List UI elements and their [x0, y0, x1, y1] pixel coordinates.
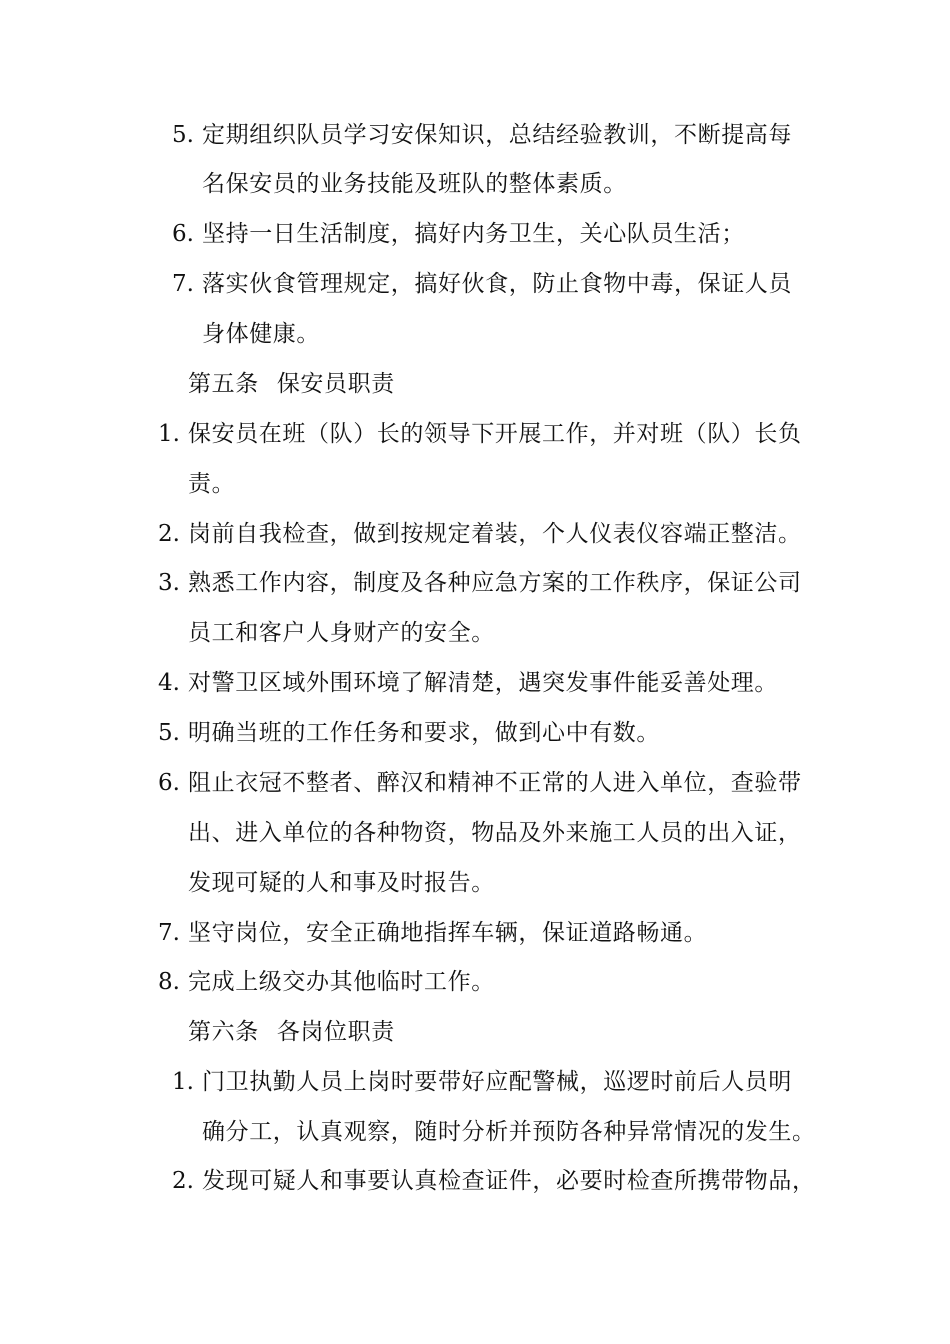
article-heading — [188, 369, 395, 399]
list-item-text: 出、进入单位的各种物资，物品及外来施工人员的出入证， — [188, 820, 802, 846]
list-item-text: 坚守岗位，安全正确地指挥车辆，保证道路畅通。 — [188, 920, 708, 946]
list-number: 1. — [158, 421, 180, 447]
list-number: 4. — [158, 670, 180, 696]
list-number: 2. — [158, 521, 180, 547]
list-item-text: 完成上级交办其他临时工作。 — [188, 969, 495, 995]
list-number: 6. — [158, 770, 180, 796]
list-item-text: 员工和客户人身财产的安全。 — [188, 620, 495, 646]
list-item-text: 定期组织队员学习安保知识，总结经验教训，不断提高每 — [202, 122, 792, 148]
list-item-text: 落实伙食管理规定，搞好伙食，防止食物中毒，保证人员 — [202, 271, 792, 297]
list-item-text: 阻止衣冠不整者、醉汉和精神不正常的人进入单位，查验带 — [188, 770, 802, 796]
list-item-text: 对警卫区域外围环境了解清楚，遇突发事件能妥善处理。 — [188, 670, 778, 696]
list-number: 3. — [158, 570, 180, 596]
list-item-text: 坚持一日生活制度，搞好内务卫生，关心队员生活； — [202, 221, 745, 247]
list-number: 1. — [172, 1069, 194, 1095]
article-heading — [188, 1017, 395, 1047]
list-number: 7. — [172, 271, 194, 297]
list-item-text: 保安员在班（队）长的领导下开展工作，并对班（队）长负 — [188, 421, 802, 447]
list-number: 5. — [158, 720, 180, 746]
list-item-text: 发现可疑的人和事及时报告。 — [188, 870, 495, 896]
list-item-text: 确分工，认真观察，随时分析并预防各种异常情况的发生。 — [202, 1119, 816, 1145]
list-item-text: 责。 — [188, 471, 236, 497]
article-title: 第六条 — [188, 1019, 259, 1045]
list-item-text: 岗前自我检查，做到按规定着装，个人仪表仪容端正整洁。 — [188, 521, 802, 547]
list-number: 8. — [158, 969, 180, 995]
list-item-text: 明确当班的工作任务和要求，做到心中有数。 — [188, 720, 660, 746]
article-title: 第五条 — [188, 371, 259, 397]
list-item-text: 身体健康。 — [202, 321, 320, 347]
list-item-text: 名保安员的业务技能及班队的整体素质。 — [202, 171, 627, 197]
list-number: 7. — [158, 920, 180, 946]
list-number: 6. — [172, 221, 194, 247]
list-item-text: 发现可疑人和事要认真检查证件，必要时检查所携带物品， — [202, 1168, 816, 1194]
list-item-text: 门卫执勤人员上岗时要带好应配警械，巡逻时前后人员明 — [202, 1069, 792, 1095]
list-number: 5. — [172, 122, 194, 148]
list-number: 2. — [172, 1168, 194, 1194]
list-item-text: 熟悉工作内容，制度及各种应急方案的工作秩序，保证公司 — [188, 570, 802, 596]
article-subtitle: 保安员职责 — [276, 371, 395, 397]
article-subtitle: 各岗位职责 — [276, 1019, 395, 1045]
